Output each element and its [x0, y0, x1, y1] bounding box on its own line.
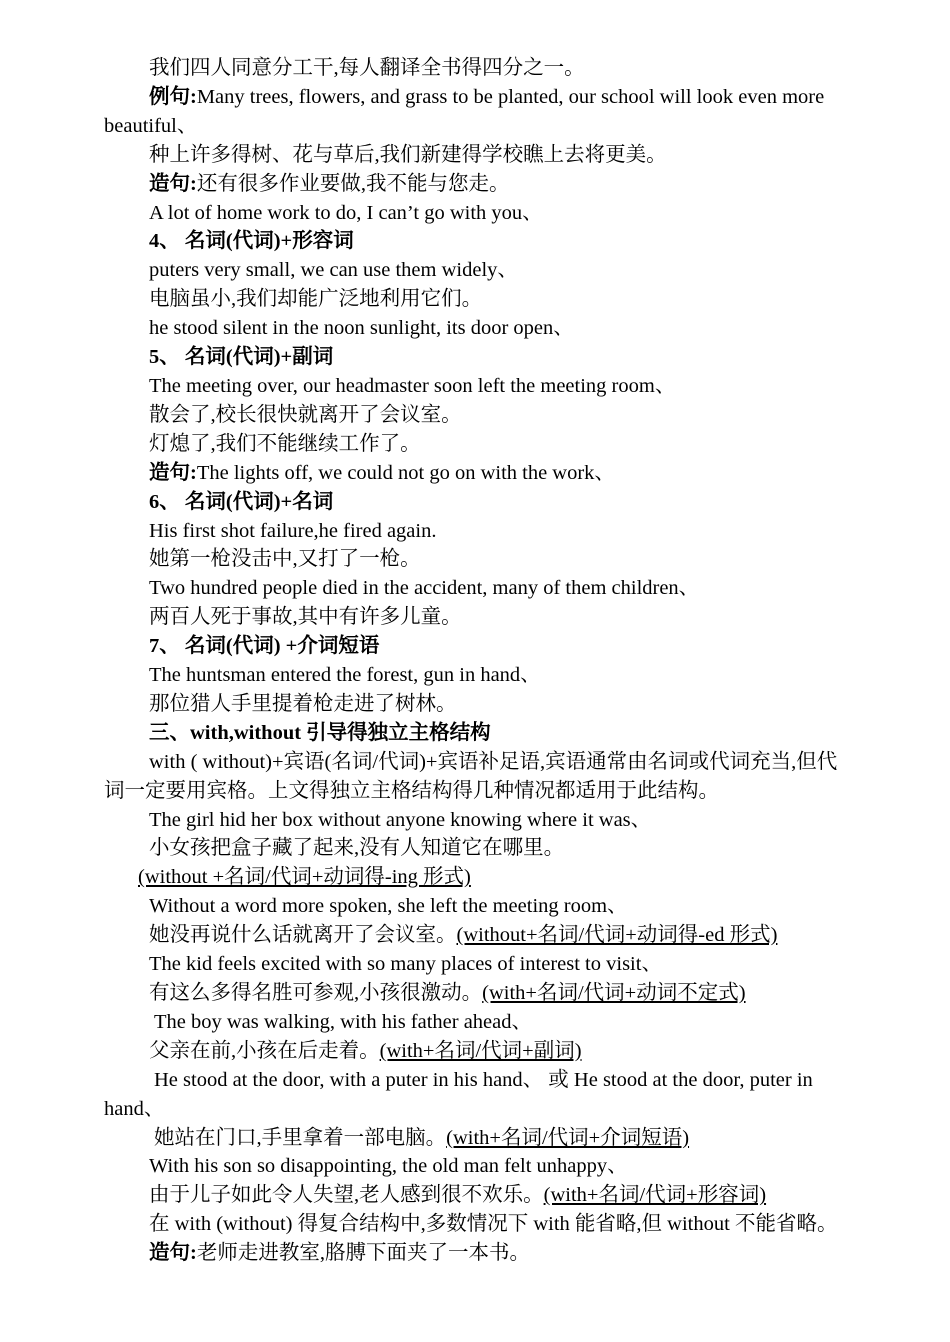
exercise-text: 还有很多作业要做,我不能与您走。: [196, 172, 510, 195]
text-line: 那位猎人手里提着枪走进了树林。: [149, 692, 457, 715]
exercise-text: 老师走进教室,胳膊下面夹了一本书。: [196, 1242, 530, 1265]
text-line: 我们四人同意分工干,每人翻译全书得四分之一。: [149, 57, 585, 79]
text-line: [104, 979, 846, 1008]
text-line: With his son so disappointing, the old man felt unhappy、: [149, 1155, 628, 1178]
section-heading: 6、 名词(代词)+名词: [149, 490, 334, 513]
text-line: puters very small, we can use them widely、: [149, 259, 518, 282]
chapter-heading: 三、with,without 引导得独立主格结构: [149, 721, 491, 744]
structure-note: (without +名词/代词+动词得-ing 形式): [138, 866, 471, 889]
exercise-label: 造句:: [149, 461, 197, 484]
section-heading: 4、 名词(代词)+形容词: [149, 230, 354, 253]
text-line: His first shot failure,he fired again.: [149, 519, 437, 542]
paragraph: He stood at the door, with a puter in his hand、 或 He stood at the door, puter in hand、: [104, 1068, 813, 1120]
exercise-line: [104, 170, 846, 199]
structure-note: (with+名词/代词+动词不定式): [482, 982, 746, 1004]
exercise-line: [104, 459, 846, 488]
paragraph: 在 with (without) 得复合结构中,多数情况下 with 能省略,但 without 不能省略。: [149, 1213, 838, 1236]
text-line: 她第一枪没击中,又打了一枪。: [149, 548, 421, 571]
text-line: 散会了,校长很快就离开了会议室。: [149, 403, 462, 426]
text-line: The girl hid her box without anyone knowing where it was、: [149, 808, 652, 831]
text-line: [104, 921, 846, 950]
text-line: Without a word more spoken, she left the meeting room、: [149, 895, 628, 918]
translation-text: 她站在门口,手里拿着一部电脑。: [154, 1126, 447, 1149]
text-line: he stood silent in the noon sunlight, its door open、: [149, 317, 574, 340]
translation-text: 有这么多得名胜可参观,小孩很激动。: [149, 982, 483, 1004]
example-label: 例句:: [149, 85, 197, 108]
example-sentence: [104, 83, 846, 141]
structure-note: (with+名词/代词+副词): [379, 1039, 582, 1062]
text-line: 小女孩把盒子藏了起来,没有人知道它在哪里。: [149, 837, 565, 860]
text-line: The kid feels excited with so many places of interest to visit、: [149, 953, 662, 976]
translation-text: 由于儿子如此令人失望,老人感到很不欢乐。: [149, 1184, 544, 1207]
section-heading: 5、 名词(代词)+副词: [149, 346, 334, 369]
text-line: 种上许多得树、花与草后,我们新建得学校瞧上去将更美。: [149, 143, 667, 166]
structure-note: (with+名词/代词+形容词): [543, 1184, 767, 1207]
text-line: 电脑虽小,我们却能广泛地利用它们。: [149, 288, 483, 311]
text-line: The meeting over, our headmaster soon left the meeting room、: [149, 374, 676, 397]
text-line: The boy was walking, with his father ahead、: [154, 1010, 533, 1033]
structure-note-line: [104, 863, 846, 892]
section-heading: 7、 名词(代词) +介词短语: [149, 635, 380, 658]
exercise-label: 造句:: [149, 1242, 197, 1265]
text-line: [104, 1037, 846, 1066]
exercise-text: The lights off, we could not go on with the work、: [196, 461, 615, 484]
paragraph: with ( without)+宾语(名词/代词)+宾语补足语,宾语通常由名词或代词充当,但代词一定要用宾格。上文得独立主格结构得几种情况都适用于此结构。: [104, 750, 838, 802]
text-line: 灯熄了,我们不能继续工作了。: [149, 432, 421, 455]
structure-note: (with+名词/代词+介词短语): [446, 1126, 690, 1149]
text-line: [104, 1181, 846, 1210]
text-line: Two hundred people died in the accident, many of them children、: [149, 577, 700, 600]
translation-text: 父亲在前,小孩在后走着。: [149, 1039, 380, 1062]
text-line: A lot of home work to do, I can’t go with you、: [149, 201, 543, 224]
example-text: Many trees, flowers, and grass to be planted, our school will look even more beautiful、: [104, 85, 825, 137]
exercise-label: 造句:: [149, 172, 197, 195]
exercise-line: [104, 1239, 846, 1268]
text-line: The huntsman entered the forest, gun in hand、: [149, 664, 541, 687]
text-line: [104, 1124, 846, 1153]
translation-text: 她没再说什么话就离开了会议室。: [149, 924, 457, 947]
text-line: 两百人死于事故,其中有许多儿童。: [149, 606, 462, 629]
structure-note: (without+名词/代词+动词得-ed 形式): [456, 924, 778, 947]
